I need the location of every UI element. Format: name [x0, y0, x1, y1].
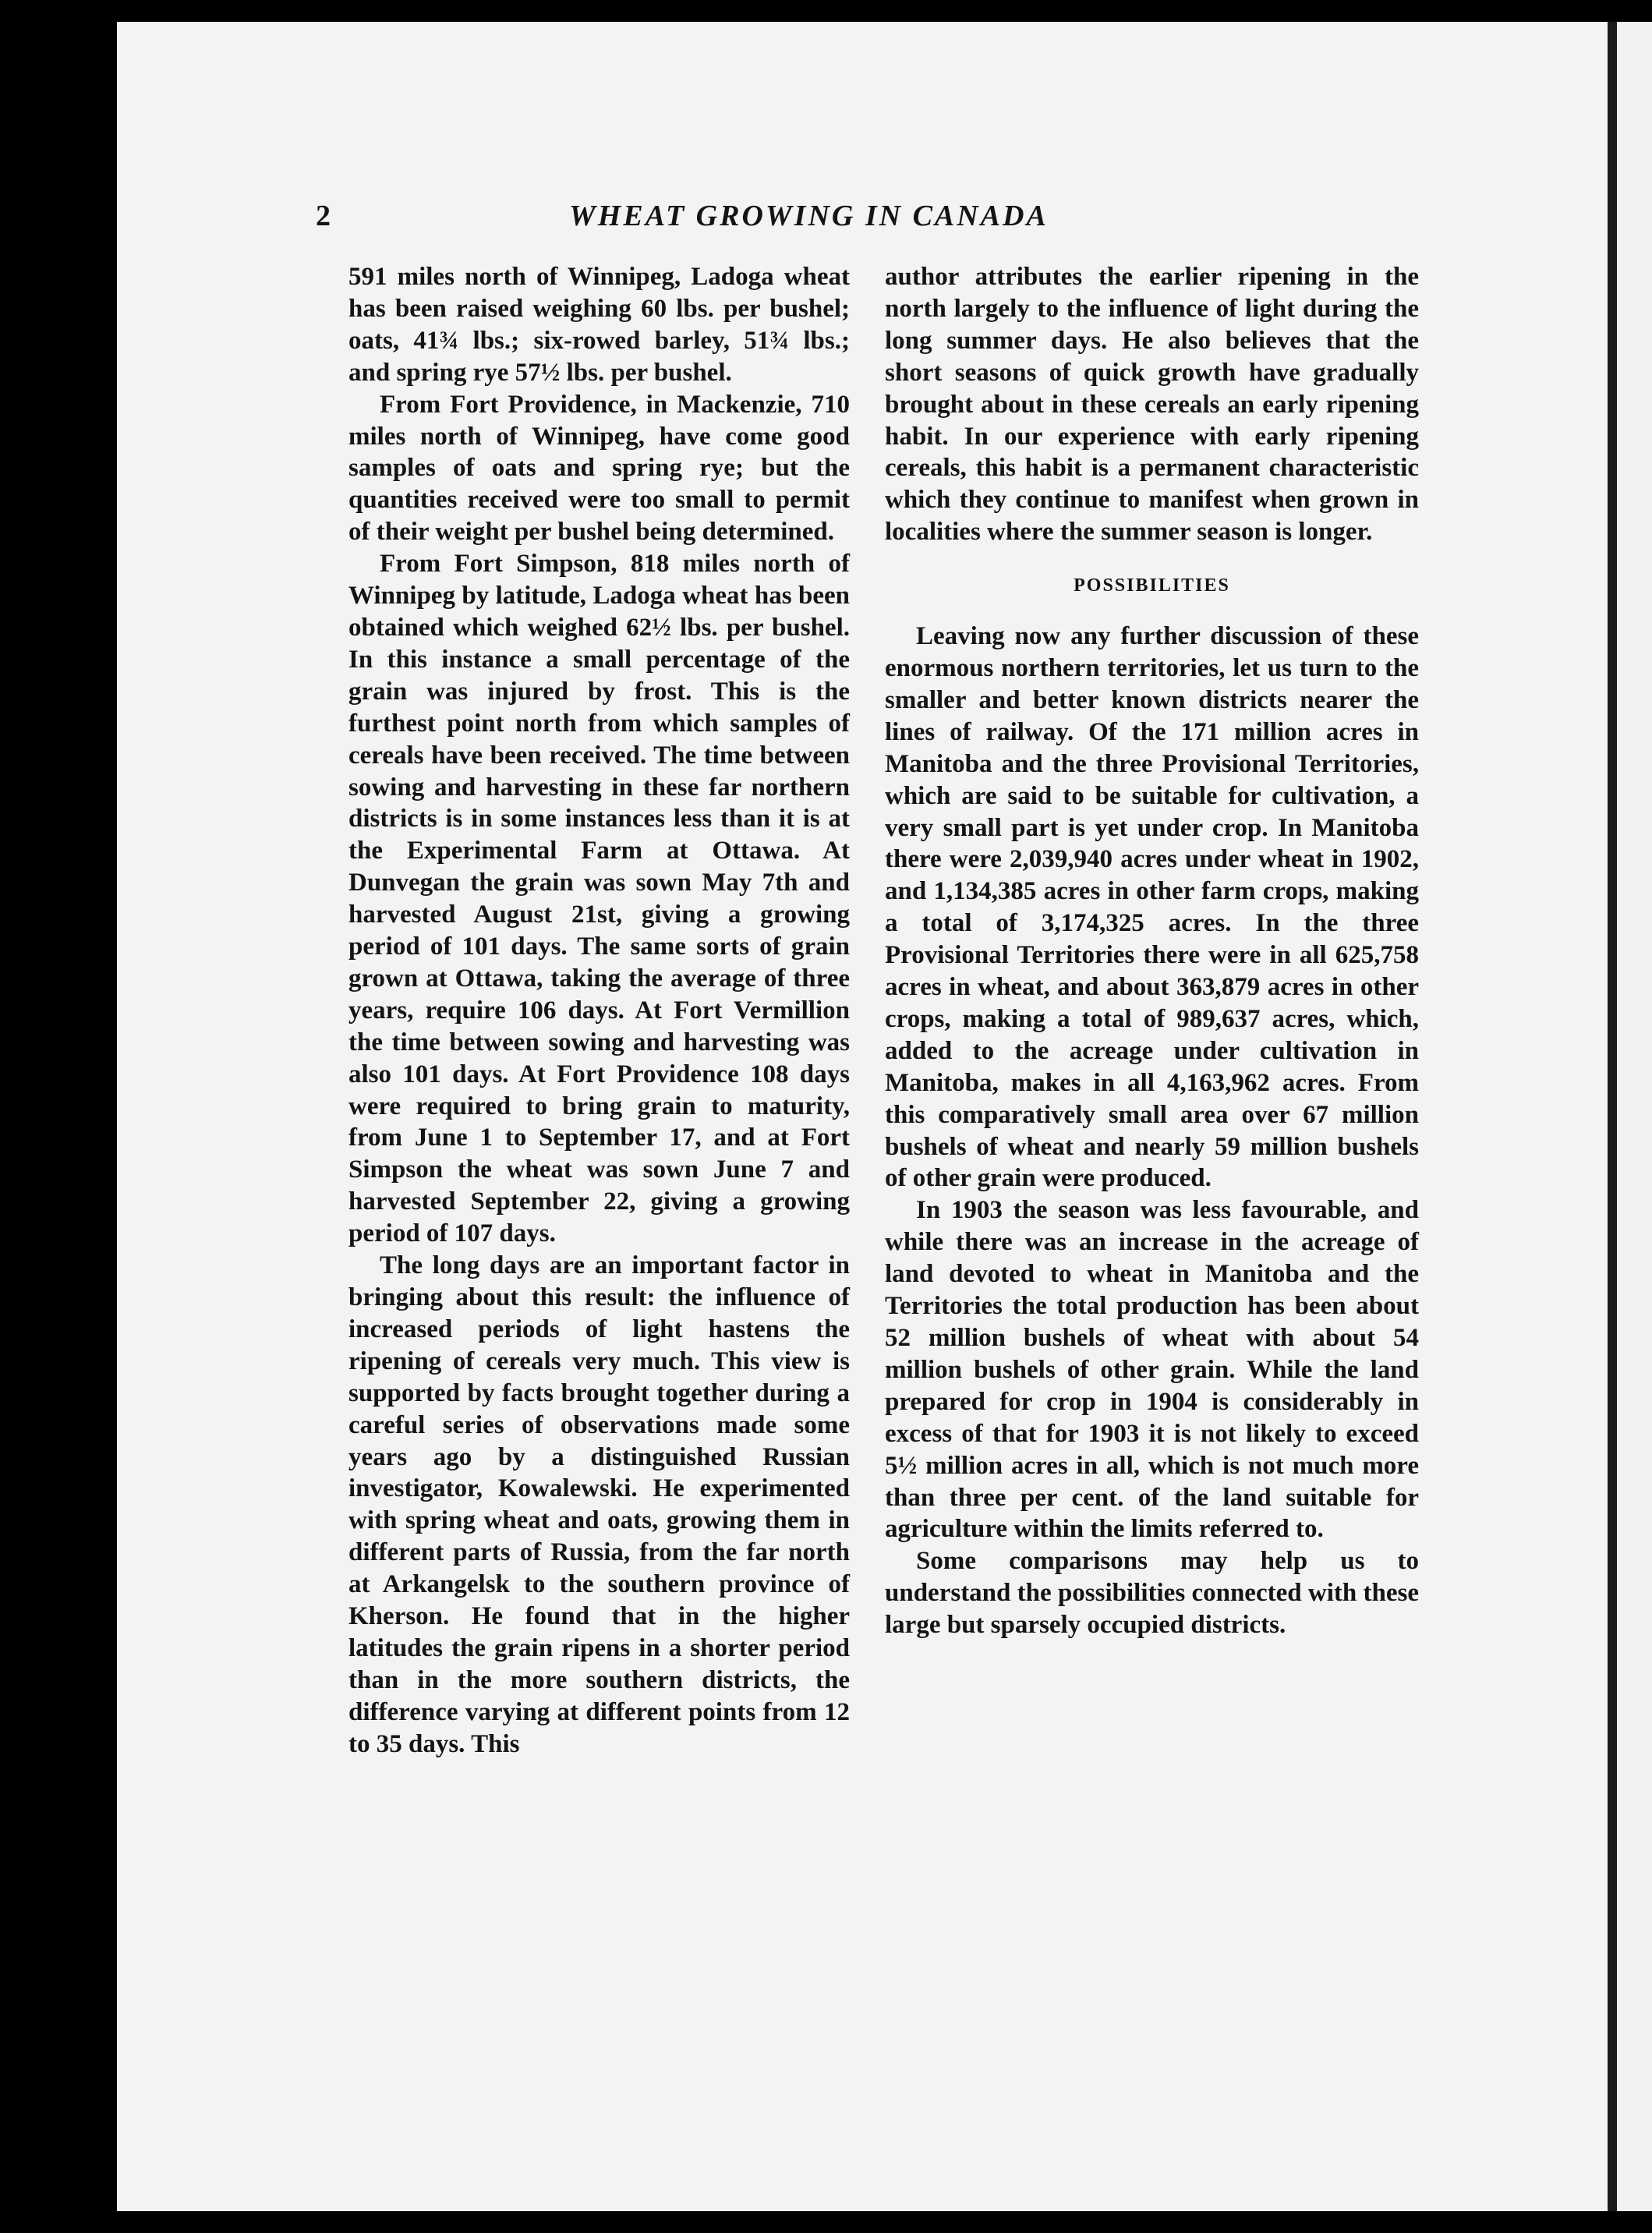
paragraph: 591 miles north of Winnipeg, Ladoga wheat has been raised weighing 60 lbs. per bushel; oats, 41¾ lbs.; six-rowed barley, 51¾ lbs.; and spring rye 57½ lbs. per bushel.: [348, 263, 850, 387]
paragraph: The long days are an important factor in bringing about this result: the influence of increased periods of light hastens the ripening of cereals very much. This view is supported by facts brought together during a careful series of observations made some years ago by a distinguished Russian investigator, Kowalewski. He experimented with spring wheat and oats, growing them in different parts of Russia, from the far north at Arkangelsk to the southern province of Kherson. He found that in the higher latitudes the grain ripens in a shorter period than in the more southern districts, the difference varying at different points from 12 to 35 days. This: [348, 1251, 850, 1758]
paragraph: From Fort Simpson, 818 miles north of Winnipeg by latitude, Ladoga wheat has been obtained which weighed 62½ lbs. per bushel. In this instance a small percentage of the grain was injured by frost. This is the furthest point north from which samples of cereals have been received. The time between sowing and harvesting in these far northern districts is in some instances less than it is at the Experimental Farm at Ottawa. At Dunvegan the grain was sown May 7th and harvested August 21st, giving a growing period of 101 days. The same sorts of grain grown at Ottawa, taking the average of three years, require 106 days. At Fort Vermillion the time between sowing and harvesting was also 101 days. At Fort Providence 108 days were required to bring grain to maturity, from June 1 to September 17, and at Fort Simpson the wheat was sown June 7 and harvested September 22, giving a growing period of 107 days.: [348, 550, 850, 1248]
paragraph: In 1903 the season was less favourable, and while there was an increase in the acreage of land devoted to wheat in Manitoba and the Territories the total production has been about 52 million bushels of wheat with about 54 million bushels of other grain. While the land prepared for crop in 1904 is considerably in excess of that for 1903 it is not likely to exceed 5½ million acres in all, which is not much more than three per cent. of the land suitable for agriculture within the limits referred to.: [885, 1196, 1419, 1544]
facing-page-edge: [1617, 22, 1652, 2211]
paragraph: Some comparisons may help us to understand the possibilities connected with these large but sparsely occupied districts.: [885, 1547, 1419, 1640]
page-edge-shadow: [1608, 22, 1617, 2211]
paragraph: From Fort Providence, in Mackenzie, 710 miles north of Winnipeg, have come good samples of oats and spring rye; but the quantities received were too small to permit of their weight per bushel being determined.: [348, 390, 850, 547]
left-column: [348, 261, 850, 1761]
section-heading: POSSIBILITIES: [1074, 575, 1230, 596]
running-title: WHEAT GROWING IN CANADA: [569, 200, 1049, 232]
page-header: [0, 199, 1652, 246]
page-number: 2: [316, 200, 331, 232]
paragraph: Leaving now any further discussion of these enormous northern territories, let us turn to the smaller and better known districts nearer the lines of railway. Of the 171 million acres in Manitoba and the three Provisional Territories, which are said to be suitable for cultivation, a very small part is yet under crop. In Manitoba there were 2,039,940 acres under wheat in 1902, and 1,134,385 acres in other farm crops, making a total of 3,174,325 acres. In the three Provisional Territories there were in all 625,758 acres in wheat, and about 363,879 acres in other crops, making a total of 989,637 acres, which, added to the acreage under cultivation in Manitoba, makes in all 4,163,962 acres. From this comparatively small area over 67 million bushels of wheat and nearly 59 million bushels of other grain were produced.: [885, 622, 1419, 1193]
right-column: [885, 261, 1419, 1641]
paragraph: author attributes the earlier ripening in the north largely to the influence of light during the long summer days. He also believes that the short seasons of quick growth have gradually brought about in these cereals an early ripening habit. In our experience with early ripening cereals, this habit is a permanent characteristic which they continue to manifest when grown in localities where the summer season is longer.: [885, 263, 1419, 547]
